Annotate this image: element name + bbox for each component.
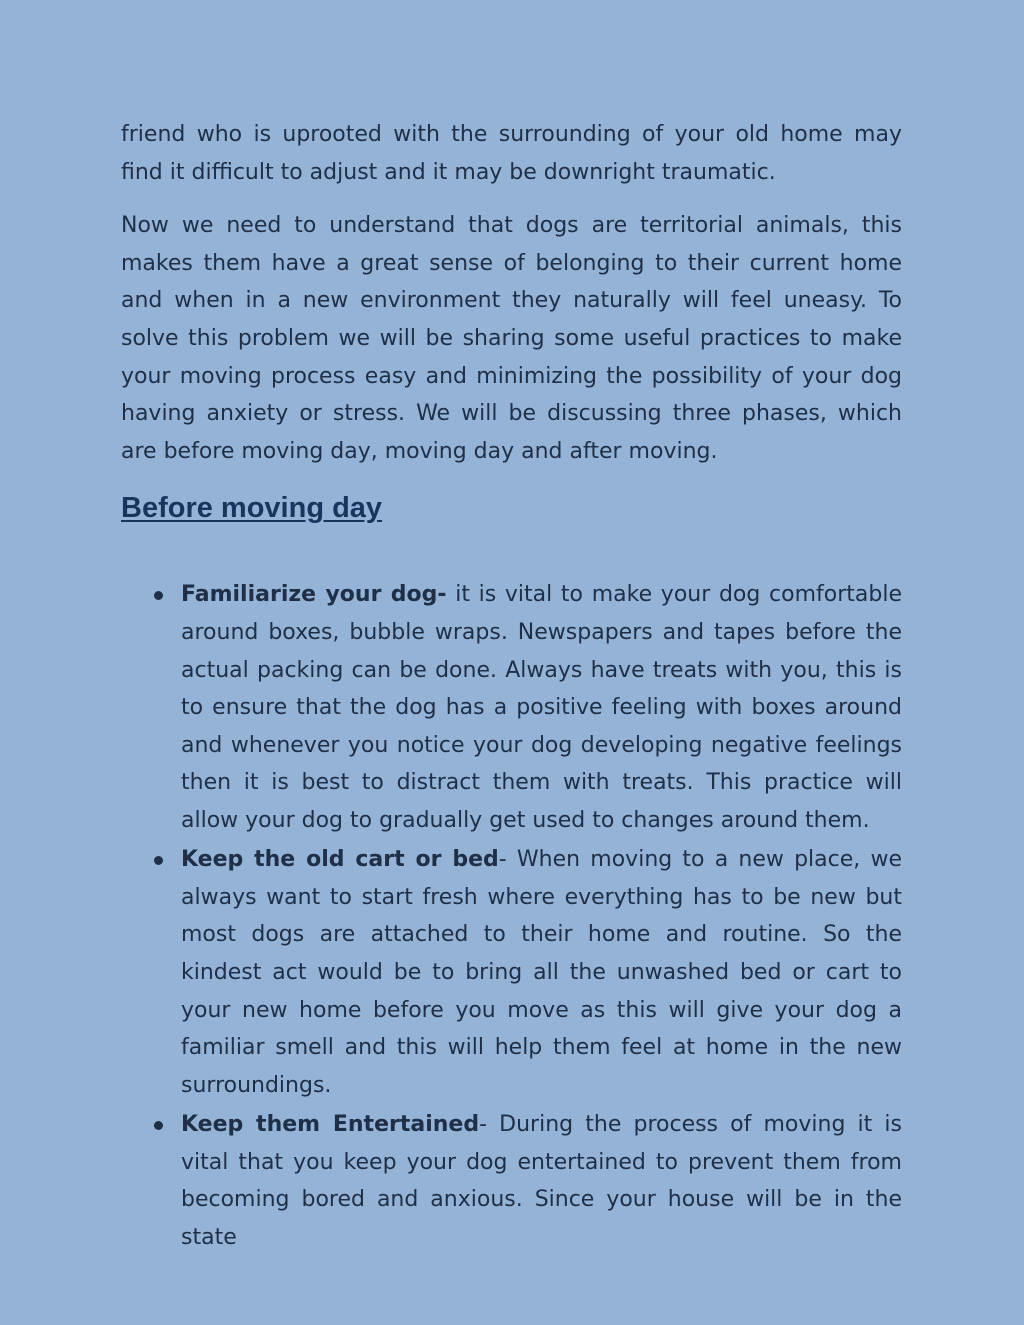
list-item — [121, 576, 902, 839]
bullet-icon — [154, 591, 163, 600]
bullet-text: it is vital to make your dog comfortable around boxes, bubble wraps. Newspapers and tapes before the actual packing can be done. Always have treats with you, this is to ensure that the dog has a positive feeling with boxes around and whenever you notice your dog developing negative feelings then it is best to distract them with treats. This practice will allow your dog to gradually get used to changes around them. — [181, 582, 902, 833]
list-item — [121, 1106, 902, 1256]
paragraph-territorial: Now we need to understand that dogs are territorial animals, this makes them have a great sense of belonging to their current home and when in a new environment they naturally will feel uneasy. To solve this problem we will be sharing some useful practices to make your moving process easy and minimizing the possibility of your dog having anxiety or stress. We will be discussing three phases, which are before moving day, moving day and after moving. — [121, 213, 902, 464]
bullet-text: - When moving to a new place, we always want to start fresh where everything has to be new but most dogs are attached to their home and routine. So the kindest act would be to bring all the unwashed bed or cart to your new home before you move as this will give your dog a familiar smell and this will help them feel at home in the new surroundings. — [181, 847, 903, 1098]
bullet-title: Familiarize your dog- — [181, 582, 447, 608]
bullet-text: - During the process of moving it is vital that you keep your dog entertained to prevent them from becoming bored and anxious. Since your house will be in the state — [181, 1112, 902, 1251]
bullet-title: Keep the old cart or bed — [181, 847, 499, 873]
bullet-title: Keep them Entertained — [181, 1112, 480, 1138]
bullet-icon — [154, 1121, 163, 1130]
paragraph-intro: friend who is uprooted with the surrounding of your old home may find it difficult to adjust and it may be downright traumatic. — [121, 122, 902, 185]
section-heading: Before moving day — [121, 492, 383, 525]
tips-list — [121, 576, 902, 1256]
document-page — [121, 116, 902, 1258]
bullet-icon — [154, 856, 163, 865]
list-item — [121, 841, 902, 1104]
